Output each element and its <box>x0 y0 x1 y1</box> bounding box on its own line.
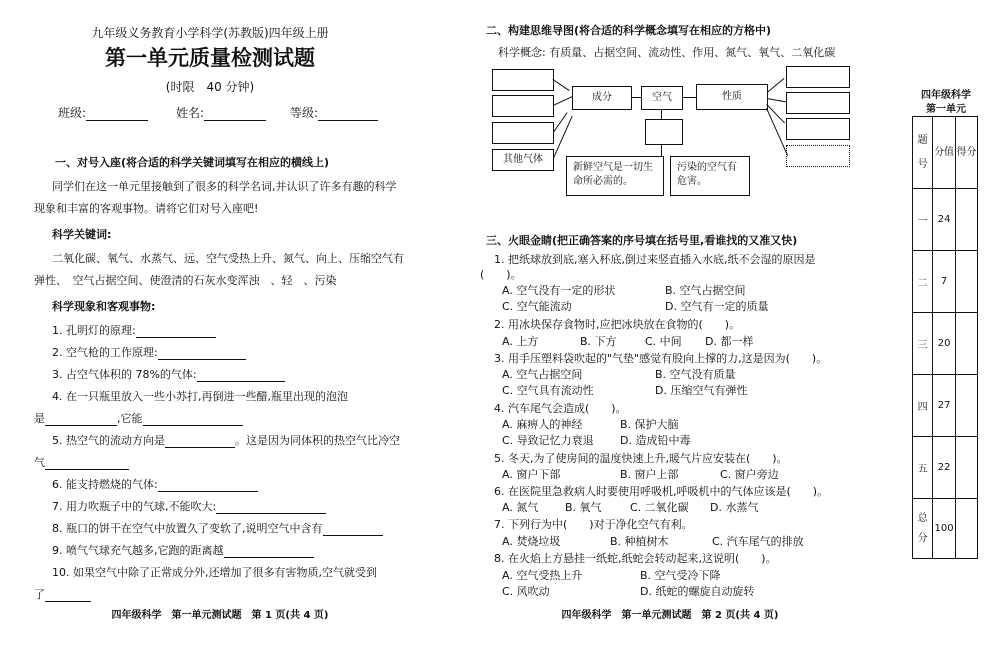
score-row-label: 二 <box>913 251 933 313</box>
mc-option[interactable]: A. 焚烧垃圾 <box>502 535 561 548</box>
map-box-empty[interactable] <box>492 95 554 117</box>
keywords-line-1: 二氧化碳、氧气、水蒸气、远、空气受热上升、氮气、向上、压缩空气有 <box>52 252 404 265</box>
mc-option[interactable]: B. 空气占据空间 <box>665 284 746 297</box>
map-note-polluted: 污染的空气有危害。 <box>670 156 750 196</box>
score-row-earned[interactable] <box>955 251 977 313</box>
keywords-title: 科学关键词: <box>52 228 112 241</box>
page-title: 第一单元质量检测试题 <box>105 46 315 70</box>
mc-option[interactable]: B. 空气受冷下降 <box>640 569 721 582</box>
map-node-air: 空气 <box>641 86 683 110</box>
class-field[interactable]: 班级: <box>58 104 148 121</box>
mc-option[interactable]: A. 上方 <box>502 335 539 348</box>
answer-blank[interactable] <box>45 457 129 470</box>
mc-question-7: 7. 下列行为中( )对于净化空气有利。 <box>494 518 693 531</box>
answer-blank[interactable] <box>158 479 258 492</box>
keywords-line-2: 弹性、 空气占据空间、使澄清的石灰水变浑浊 、轻 、污染 <box>34 274 337 287</box>
score-row-label: 五 <box>913 437 933 499</box>
page-footer-1: 四年级科学 第一单元测试题 第 1 页(共 4 页) <box>111 610 329 621</box>
map-box-empty[interactable] <box>786 118 850 140</box>
map-node-components: 成分 <box>572 86 632 110</box>
question-4-cont: 是 ,它能 <box>34 410 243 426</box>
mc-option[interactable]: C. 二氧化碳 <box>630 501 689 514</box>
score-row-label: 一 <box>913 189 933 251</box>
answer-blank[interactable] <box>136 325 216 338</box>
map-box-empty[interactable] <box>786 145 850 167</box>
question-3: 3. 占空气体积的 78%的气体: <box>52 366 285 382</box>
score-row-earned[interactable] <box>955 437 977 499</box>
mc-option[interactable]: B. 窗户上部 <box>620 468 679 481</box>
question-4: 4. 在一只瓶里放入一些小苏打,再倒进一些醋,瓶里出现的泡泡 <box>52 390 348 403</box>
mc-question-2: 2. 用冰块保存食物时,应把冰块放在食物的( )。 <box>494 318 741 331</box>
mc-option[interactable]: D. 纸蛇的螺旋自动旋转 <box>640 585 755 598</box>
answer-blank[interactable] <box>45 413 117 426</box>
mc-question-3: 3. 用手压塑料袋吹起的"气垫"感觉有股向上撑的力,这是因为( )。 <box>494 352 828 365</box>
answer-blank[interactable] <box>197 369 285 382</box>
intro-line-2: 现象和丰富的客观事物。请将它们对号入座吧! <box>34 202 259 215</box>
mc-option[interactable]: D. 都一样 <box>705 335 754 348</box>
mc-option[interactable]: A. 窗户下部 <box>502 468 561 481</box>
mc-option[interactable]: A. 空气受热上升 <box>502 569 583 582</box>
question-1: 1. 孔明灯的原理: <box>52 322 216 338</box>
question-8: 8. 瓶口的饼干在空气中放置久了变软了,说明空气中含有 <box>52 520 383 536</box>
mc-option[interactable]: A. 麻痹人的神经 <box>502 418 583 431</box>
score-title-1: 四年级科学 <box>921 90 971 101</box>
phenomena-title: 科学现象和客观事物: <box>52 300 156 313</box>
mc-option[interactable]: C. 汽车尾气的排放 <box>712 535 804 548</box>
map-box-empty[interactable] <box>492 69 554 91</box>
mc-option[interactable]: D. 水蒸气 <box>710 501 759 514</box>
map-box-empty[interactable] <box>786 66 850 88</box>
mc-question-6: 6. 在医院里急救病人时要使用呼吸机,呼吸机中的气体应该是( )。 <box>494 485 829 498</box>
map-box-other-gas: 其他气体 <box>492 149 554 171</box>
question-5: 5. 热空气的流动方向是 。这是因为同体积的热空气比冷空 <box>52 434 400 447</box>
answer-blank[interactable] <box>143 413 243 426</box>
score-table <box>912 116 978 559</box>
time-limit: (时限 40 分钟) <box>165 80 255 94</box>
question-5-cont: 气 <box>34 454 129 470</box>
mc-option[interactable]: B. 保护大脑 <box>620 418 679 431</box>
map-box-empty[interactable] <box>645 119 683 145</box>
mc-option[interactable]: C. 窗户旁边 <box>720 468 779 481</box>
mc-option[interactable]: B. 空气没有质量 <box>655 368 736 381</box>
mc-option[interactable]: D. 空气有一定的质量 <box>665 300 769 313</box>
answer-blank[interactable] <box>45 589 91 602</box>
answer-blank[interactable] <box>158 347 246 360</box>
mc-option[interactable]: A. 氮气 <box>502 501 539 514</box>
score-total-earned[interactable] <box>955 499 977 559</box>
score-total-value: 100 <box>933 499 956 559</box>
question-10: 10. 如果空气中除了正常成分外,还增加了很多有害物质,空气就受到 <box>52 566 377 579</box>
score-row-earned[interactable] <box>955 375 977 437</box>
mc-option[interactable]: A. 空气没有一定的形状 <box>502 284 616 297</box>
score-row-label: 三 <box>913 313 933 375</box>
section1-title: 一、对号入座(将合适的科学关键词填写在相应的横线上) <box>55 156 330 169</box>
mc-question-8: 8. 在火焰上方悬挂一纸蛇,纸蛇会转动起来,这说明( )。 <box>494 552 777 565</box>
question-10-cont: 了 <box>34 586 91 602</box>
answer-blank[interactable] <box>323 523 383 536</box>
page-footer-2: 四年级科学 第一单元测试题 第 2 页(共 4 页) <box>561 610 779 621</box>
score-total-label: 总分 <box>913 499 933 559</box>
question-7: 7. 用力吹瓶子中的气球,不能吹大: <box>52 498 326 514</box>
map-box-empty[interactable] <box>786 92 850 114</box>
concepts-list: 科学概念: 有质量、占据空间、流动性、作用、氮气、氧气、二氧化碳 <box>498 46 836 59</box>
mc-option[interactable]: B. 下方 <box>580 335 617 348</box>
score-row-earned[interactable] <box>955 189 977 251</box>
mc-option[interactable]: A. 空气占据空间 <box>502 368 583 381</box>
mc-option[interactable]: D. 造成铅中毒 <box>620 434 691 447</box>
mc-option[interactable]: C. 空气能流动 <box>502 300 572 313</box>
question-2: 2. 空气枪的工作原理: <box>52 344 246 360</box>
section3-title: 三、火眼金睛(把正确答案的序号填在括号里,看谁找的又准又快) <box>486 234 798 247</box>
intro-line-1: 同学们在这一单元里接触到了很多的科学名词,并认识了许多有趣的科学 <box>52 180 397 193</box>
question-9: 9. 喷气气球充气越多,它跑的距离越 <box>52 542 314 558</box>
score-row-label: 四 <box>913 375 933 437</box>
score-row-earned[interactable] <box>955 313 977 375</box>
section2-title: 二、构建思维导图(将合适的科学概念填写在相应的方格中) <box>486 24 772 37</box>
mc-option[interactable]: C. 中间 <box>645 335 682 348</box>
name-field[interactable]: 姓名: <box>176 104 266 121</box>
mc-option[interactable]: B. 种植树木 <box>610 535 669 548</box>
score-row-value: 22 <box>933 437 956 499</box>
score-row-value: 7 <box>933 251 956 313</box>
mc-question-5: 5. 冬天,为了使房间的温度快速上升,暖气片应安装在( )。 <box>494 452 788 465</box>
answer-blank[interactable] <box>224 545 314 558</box>
mc-question-4: 4. 汽车尾气会造成( )。 <box>494 402 627 415</box>
score-head-earned: 得分 <box>955 117 977 189</box>
score-row-value: 20 <box>933 313 956 375</box>
mc-question-1-cont: ( )。 <box>480 268 522 281</box>
mc-option[interactable]: D. 压缩空气有弹性 <box>655 384 748 397</box>
score-head-number: 题号 <box>913 117 933 189</box>
map-node-properties: 性质 <box>696 84 768 110</box>
mc-option[interactable]: C. 风吹动 <box>502 585 550 598</box>
score-row-value: 27 <box>933 375 956 437</box>
score-head-value: 分值 <box>933 117 956 189</box>
score-row-value: 24 <box>933 189 956 251</box>
mc-question-1: 1. 把纸球放到底,塞入杯底,倒过来竖直插入水底,纸不会湿的原因是 <box>494 253 816 266</box>
score-title-2: 第一单元 <box>926 104 966 115</box>
mc-option[interactable]: C. 导致记忆力衰退 <box>502 434 594 447</box>
answer-blank[interactable] <box>165 435 235 448</box>
mc-option[interactable]: C. 空气具有流动性 <box>502 384 594 397</box>
map-box-empty[interactable] <box>492 122 554 144</box>
mc-option[interactable]: B. 氧气 <box>565 501 602 514</box>
header-line: 九年级义务教育小学科学(苏教版)四年级上册 <box>91 26 329 40</box>
question-6: 6. 能支持燃烧的气体: <box>52 476 258 492</box>
answer-blank[interactable] <box>216 501 326 514</box>
grade-field[interactable]: 等级: <box>290 104 378 121</box>
map-note-fresh: 新鲜空气是一切生命所必需的。 <box>566 156 664 196</box>
